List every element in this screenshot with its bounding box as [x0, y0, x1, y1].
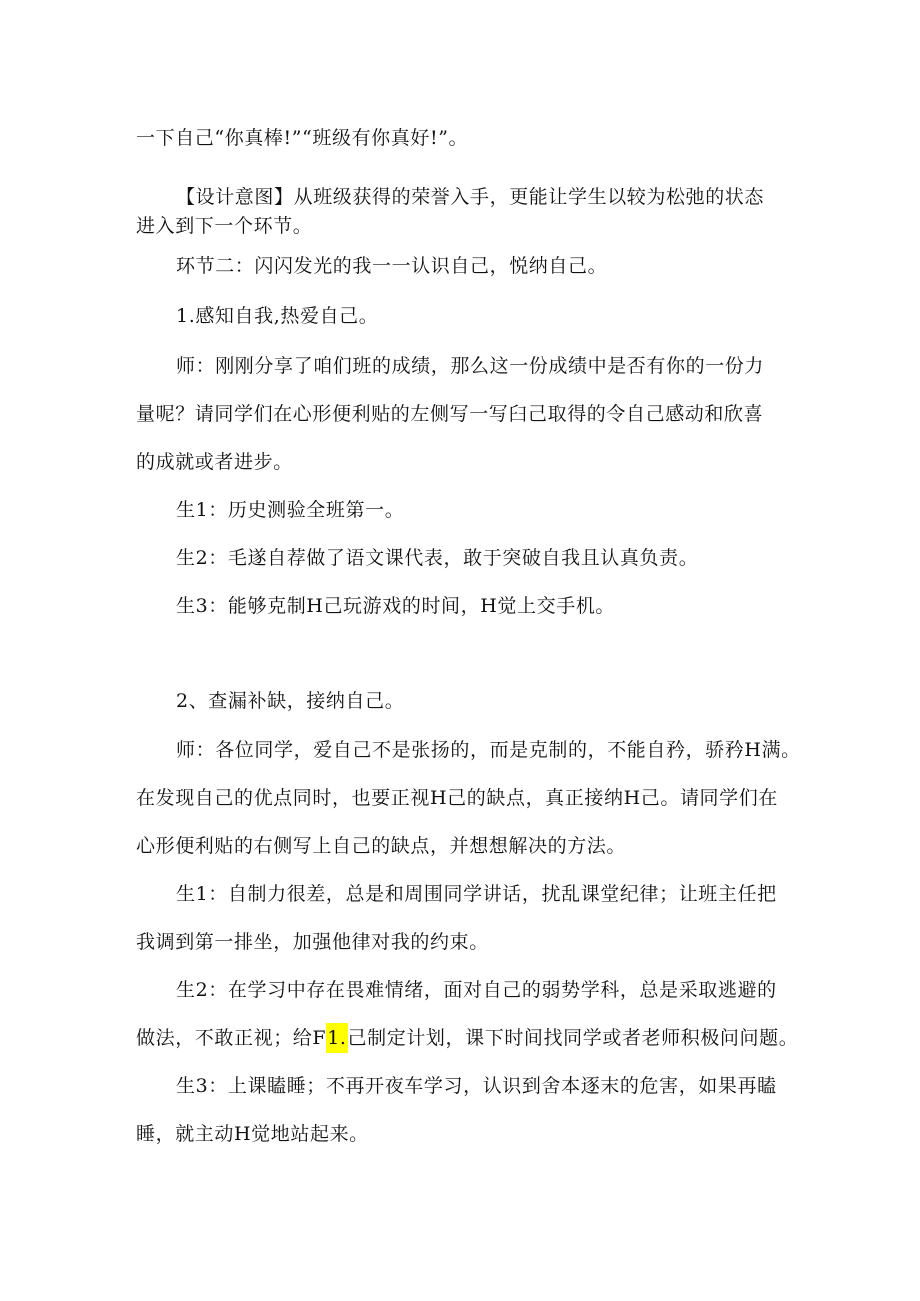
student-answer-line: 生1：历史测验全班第一。 — [176, 499, 405, 521]
subsection-heading: 1.感知自我,热爱自己。 — [176, 305, 379, 327]
paragraph-line: 睡，就主动H觉地站起来。 — [136, 1123, 369, 1145]
paragraph-line: 心形便利贴的右侧写上自己的缺点，并想想解决的方法。 — [136, 835, 627, 857]
paragraph-line: 在发现自己的优点同时，也要正视H己的缺点，真正接纳H己。请同学们在 — [136, 787, 778, 809]
text-segment: 己制定计划，课下时间找同学或者老师积极问问题。 — [347, 1027, 799, 1049]
student-answer-line: 生2：毛遂自荐做了语文课代表，敢于突破自我且认真负责。 — [176, 547, 699, 569]
section-heading: 环节二：闪闪发光的我一一认识自己，悦纳自己。 — [176, 255, 608, 277]
paragraph-line: 我调到第一排坐，加强他律对我的约束。 — [136, 931, 489, 953]
subsection-heading: 2、查漏补缺，接纳自己。 — [176, 690, 405, 712]
design-intent-line: 【设计意图】从班级获得的荣誉入手，更能让学生以较为松弛的状态 — [176, 186, 765, 208]
paragraph-line: 师：刚刚分享了咱们班的成绩，那么这一份成绩中是否有你的一份力 — [176, 355, 765, 377]
text-segment: 做法，不敢正视；给F — [136, 1027, 327, 1049]
paragraph-line: 师：各位同学，爱自己不是张扬的，而是克制的，不能自矜，骄矜H满。 — [176, 739, 801, 761]
paragraph-line: 一下自己“你真棒!”“班级有你真好!”。 — [136, 127, 469, 149]
student-answer-line: 生3：能够克制H己玩游戏的时间，H觉上交手机。 — [176, 595, 616, 617]
student-answer-line: 生2：在学习中存在畏难情绪，面对自己的弱势学科，总是采取逃避的 — [176, 979, 777, 1001]
student-answer-line: 生1：自制力很差，总是和周围同学讲话，扰乱课堂纪律；让班主任把 — [176, 883, 777, 905]
student-answer-line: 生3：上课瞌睡；不再开夜车学习，认识到舍本逐末的危害，如果再瞌 — [176, 1075, 777, 1097]
paragraph-line: 进入到下一个环节。 — [136, 215, 313, 237]
paragraph-line: 的成就或者进步。 — [136, 451, 293, 473]
highlighted-text: 1. — [326, 1023, 347, 1053]
paragraph-line-with-highlight — [136, 1026, 798, 1050]
paragraph-line: 量呢？请同学们在心形便利贴的左侧写一写臼己取得的令自己感动和欣喜 — [136, 403, 764, 425]
